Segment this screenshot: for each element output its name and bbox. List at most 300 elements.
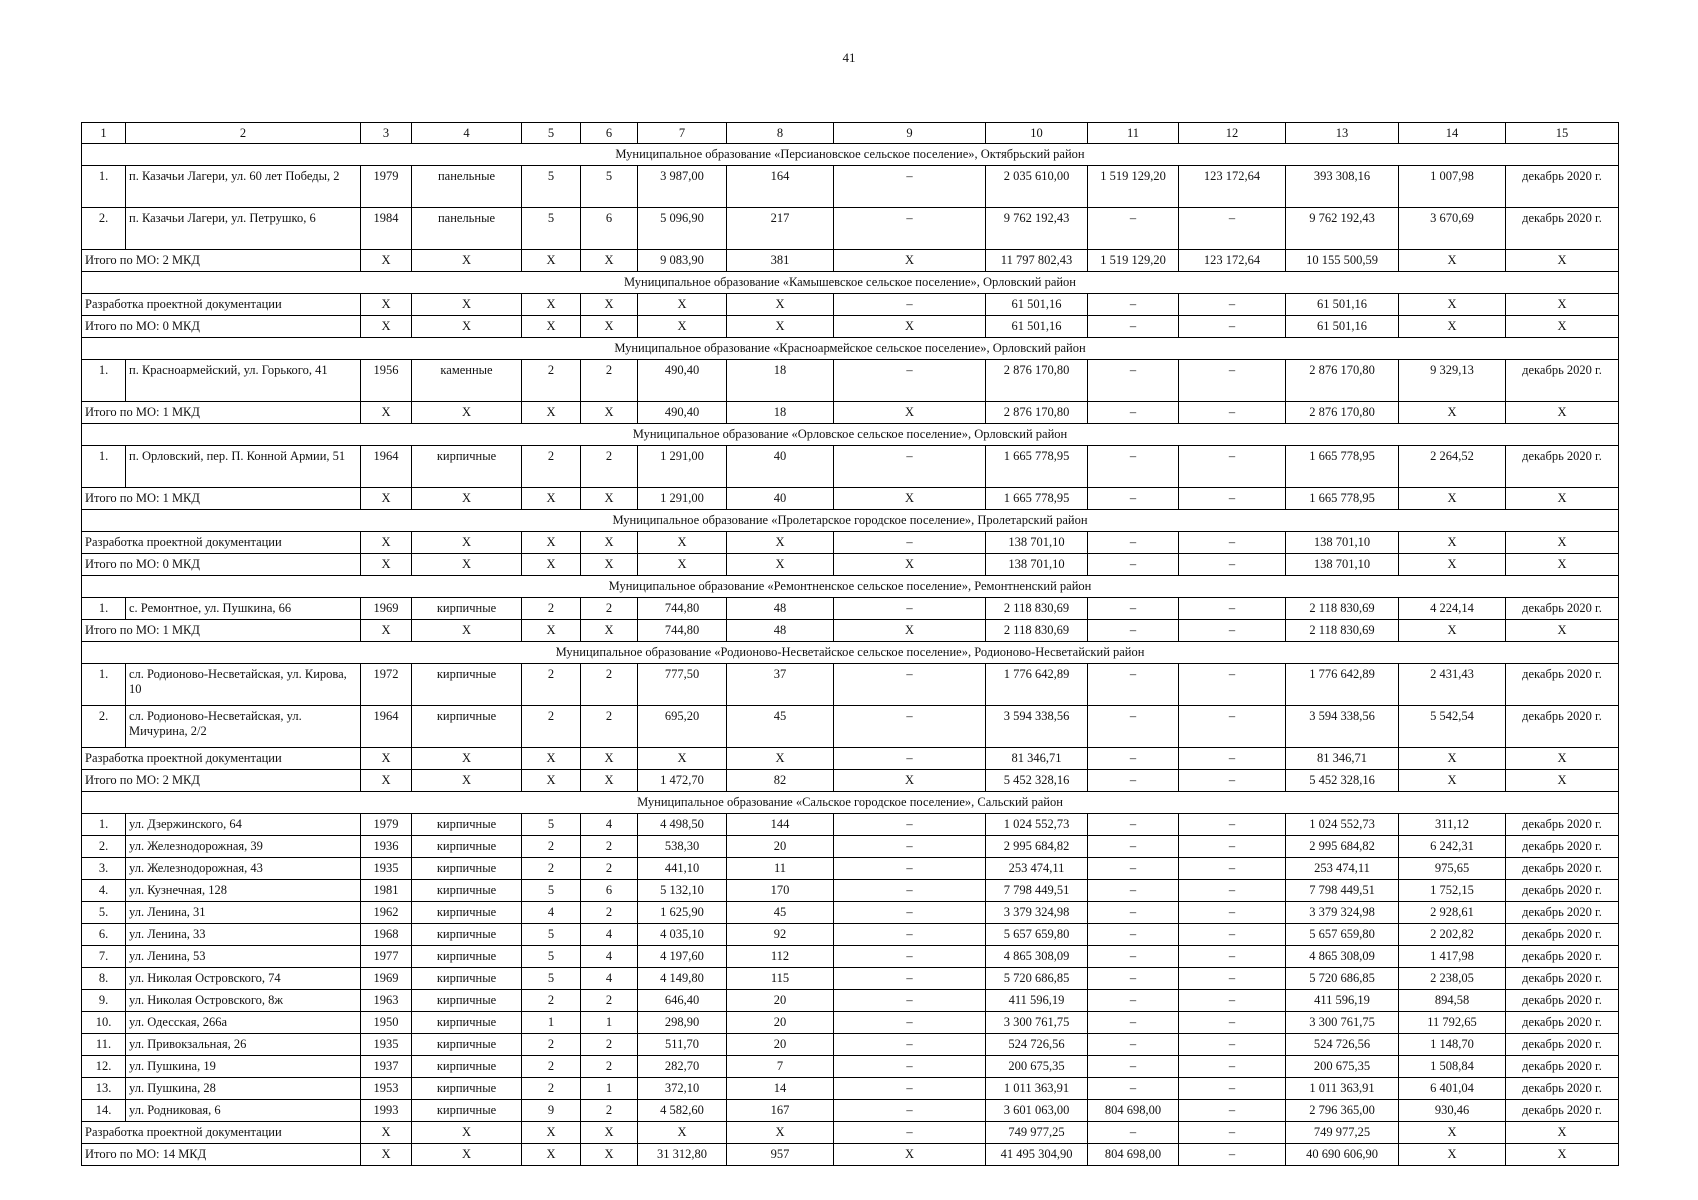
municipality-header-row xyxy=(82,510,1619,532)
table-cell: X xyxy=(638,748,727,770)
table-cell: – xyxy=(1179,532,1286,554)
table-cell: 1 024 552,73 xyxy=(986,814,1088,836)
table-cell: X xyxy=(1399,1122,1506,1144)
table-cell: декабрь 2020 г. xyxy=(1506,1012,1619,1034)
summary-row xyxy=(82,770,1619,792)
table-cell: X xyxy=(1399,316,1506,338)
table-cell: – xyxy=(1179,598,1286,620)
table-cell: 2 995 684,82 xyxy=(986,836,1088,858)
table-cell: кирпичные xyxy=(412,1078,522,1100)
table-cell: 1953 xyxy=(361,1078,412,1100)
table-cell: 1 665 778,95 xyxy=(1286,488,1399,510)
table-cell: X xyxy=(522,402,581,424)
table-cell: X xyxy=(412,250,522,272)
table-cell: – xyxy=(1088,598,1179,620)
table-cell: 804 698,00 xyxy=(1088,1100,1179,1122)
table-cell: кирпичные xyxy=(412,990,522,1012)
table-cell: – xyxy=(1179,1012,1286,1034)
municipality-title: Муниципальное образование «Пролетарское городское поселение», Пролетарский район xyxy=(82,510,1619,532)
row-label: Итого по МО: 1 МКД xyxy=(82,488,361,510)
table-cell: 1962 xyxy=(361,902,412,924)
table-cell: 1963 xyxy=(361,990,412,1012)
table-cell: 2 995 684,82 xyxy=(1286,836,1399,858)
table-cell: кирпичные xyxy=(412,1056,522,1078)
table-cell: 1968 xyxy=(361,924,412,946)
table-cell: 975,65 xyxy=(1399,858,1506,880)
table-cell: 1 xyxy=(522,1012,581,1034)
table-cell: 82 xyxy=(727,770,834,792)
table-cell: 2 118 830,69 xyxy=(986,598,1088,620)
table-cell: 5 657 659,80 xyxy=(986,924,1088,946)
table-cell: 2 xyxy=(581,990,638,1012)
table-cell: 2. xyxy=(82,208,126,250)
header-row xyxy=(82,123,1619,144)
table-cell: 3 594 338,56 xyxy=(1286,706,1399,748)
table-cell: X xyxy=(412,554,522,576)
table-cell: 40 xyxy=(727,488,834,510)
table-cell: 1 148,70 xyxy=(1399,1034,1506,1056)
table-cell: 20 xyxy=(727,836,834,858)
table-cell: 2 xyxy=(581,664,638,706)
table-row xyxy=(82,706,1619,748)
table-cell: X xyxy=(412,316,522,338)
table-cell: 744,80 xyxy=(638,598,727,620)
table-row xyxy=(82,1034,1619,1056)
table-cell: X xyxy=(361,748,412,770)
row-label: Итого по МО: 0 МКД xyxy=(82,554,361,576)
column-number-header: 5 xyxy=(522,123,581,144)
table-cell: X xyxy=(412,1144,522,1166)
table-cell: X xyxy=(638,532,727,554)
table-cell: 1935 xyxy=(361,858,412,880)
table-cell: – xyxy=(834,446,986,488)
table-cell: – xyxy=(1179,1034,1286,1056)
table-cell: – xyxy=(834,1034,986,1056)
table-cell: – xyxy=(1179,770,1286,792)
table-cell: декабрь 2020 г. xyxy=(1506,836,1619,858)
table-cell: 9 083,90 xyxy=(638,250,727,272)
summary-row xyxy=(82,488,1619,510)
table-cell: 31 312,80 xyxy=(638,1144,727,1166)
table-cell: 11 792,65 xyxy=(1399,1012,1506,1034)
table-cell: 393 308,16 xyxy=(1286,166,1399,208)
table-cell: 4 149,80 xyxy=(638,968,727,990)
table-cell: X xyxy=(1399,770,1506,792)
table-cell: X xyxy=(727,532,834,554)
row-label: Итого по МО: 2 МКД xyxy=(82,770,361,792)
table-cell: – xyxy=(834,208,986,250)
table-cell: 41 495 304,90 xyxy=(986,1144,1088,1166)
table-cell: X xyxy=(834,250,986,272)
table-cell: – xyxy=(1088,488,1179,510)
table-cell: X xyxy=(834,488,986,510)
table-cell: 2 118 830,69 xyxy=(1286,620,1399,642)
table-row xyxy=(82,446,1619,488)
table-cell: 9. xyxy=(82,990,126,1012)
table-cell: 3 594 338,56 xyxy=(986,706,1088,748)
table-cell: X xyxy=(1399,402,1506,424)
table-cell: 2 xyxy=(581,858,638,880)
column-number-header: 13 xyxy=(1286,123,1399,144)
table-cell: X xyxy=(412,294,522,316)
table-cell: – xyxy=(834,902,986,924)
table-row xyxy=(82,360,1619,402)
table-cell: X xyxy=(522,294,581,316)
table-cell: 7 798 449,51 xyxy=(1286,880,1399,902)
table-cell: X xyxy=(1506,554,1619,576)
table-cell: 5 132,10 xyxy=(638,880,727,902)
table-cell: 1937 xyxy=(361,1056,412,1078)
address-cell: ул. Ленина, 53 xyxy=(126,946,361,968)
column-number-header: 4 xyxy=(412,123,522,144)
table-cell: декабрь 2020 г. xyxy=(1506,968,1619,990)
table-cell: X xyxy=(1399,532,1506,554)
address-cell: ул. Пушкина, 19 xyxy=(126,1056,361,1078)
table-cell: 4 224,14 xyxy=(1399,598,1506,620)
table-cell: 2 928,61 xyxy=(1399,902,1506,924)
municipality-title: Муниципальное образование «Ремонтненское сельское поселение», Ремонтненский район xyxy=(82,576,1619,598)
table-cell: X xyxy=(727,554,834,576)
table-cell: – xyxy=(834,858,986,880)
table-cell: кирпичные xyxy=(412,1100,522,1122)
table-cell: – xyxy=(1088,208,1179,250)
address-cell: ул. Кузнечная, 128 xyxy=(126,880,361,902)
table-cell: 695,20 xyxy=(638,706,727,748)
municipality-header-row xyxy=(82,576,1619,598)
address-cell: п. Казачьи Лагери, ул. Петрушко, 6 xyxy=(126,208,361,250)
table-cell: 1 519 129,20 xyxy=(1088,250,1179,272)
column-number-header: 12 xyxy=(1179,123,1286,144)
table-cell: 411 596,19 xyxy=(1286,990,1399,1012)
table-cell: – xyxy=(1179,620,1286,642)
table-cell: 4 865 308,09 xyxy=(1286,946,1399,968)
column-number-header: 3 xyxy=(361,123,412,144)
table-row xyxy=(82,858,1619,880)
table-cell: 2 xyxy=(522,990,581,1012)
table-cell: X xyxy=(581,316,638,338)
table-cell: – xyxy=(1088,1012,1179,1034)
table-row xyxy=(82,1012,1619,1034)
table-cell: 1 752,15 xyxy=(1399,880,1506,902)
table-cell: 2 035 610,00 xyxy=(986,166,1088,208)
table-cell: 298,90 xyxy=(638,1012,727,1034)
column-number-header: 6 xyxy=(581,123,638,144)
table-cell: 170 xyxy=(727,880,834,902)
table-cell: – xyxy=(1179,316,1286,338)
column-number-header: 7 xyxy=(638,123,727,144)
table-cell: X xyxy=(1506,748,1619,770)
table-cell: X xyxy=(412,620,522,642)
table-cell: X xyxy=(522,1122,581,1144)
table-cell: – xyxy=(834,1012,986,1034)
table-cell: 1. xyxy=(82,360,126,402)
table-cell: X xyxy=(361,1122,412,1144)
table-cell: декабрь 2020 г. xyxy=(1506,1078,1619,1100)
table-cell: – xyxy=(834,748,986,770)
address-cell: ул. Ленина, 31 xyxy=(126,902,361,924)
table-cell: X xyxy=(581,402,638,424)
table-cell: 164 xyxy=(727,166,834,208)
table-cell: 1 776 642,89 xyxy=(1286,664,1399,706)
table-cell: X xyxy=(361,532,412,554)
table-cell: 2 264,52 xyxy=(1399,446,1506,488)
table-cell: X xyxy=(1506,294,1619,316)
table-cell: 1. xyxy=(82,664,126,706)
table-cell: – xyxy=(1179,1056,1286,1078)
table-cell: 1 472,70 xyxy=(638,770,727,792)
table-cell: X xyxy=(412,402,522,424)
table-cell: X xyxy=(1399,620,1506,642)
table-cell: 1977 xyxy=(361,946,412,968)
address-cell: ул. Ленина, 33 xyxy=(126,924,361,946)
table-cell: панельные xyxy=(412,166,522,208)
summary-row xyxy=(82,1144,1619,1166)
table-cell: 1 519 129,20 xyxy=(1088,166,1179,208)
row-label: Разработка проектной документации xyxy=(82,748,361,770)
column-number-header: 9 xyxy=(834,123,986,144)
column-number-header: 1 xyxy=(82,123,126,144)
table-cell: декабрь 2020 г. xyxy=(1506,1056,1619,1078)
table-cell: – xyxy=(1179,706,1286,748)
address-cell: ул. Родниковая, 6 xyxy=(126,1100,361,1122)
table-cell: 5 720 686,85 xyxy=(986,968,1088,990)
table-cell: 253 474,11 xyxy=(1286,858,1399,880)
table-cell: – xyxy=(1088,1078,1179,1100)
table-row xyxy=(82,166,1619,208)
table-cell: X xyxy=(1506,1144,1619,1166)
table-cell: 2 118 830,69 xyxy=(986,620,1088,642)
table-cell: X xyxy=(834,402,986,424)
table-cell: 1964 xyxy=(361,706,412,748)
table-cell: декабрь 2020 г. xyxy=(1506,446,1619,488)
table-cell: – xyxy=(1088,748,1179,770)
table-cell: 2 238,05 xyxy=(1399,968,1506,990)
table-row xyxy=(82,990,1619,1012)
table-cell: 1 417,98 xyxy=(1399,946,1506,968)
summary-row xyxy=(82,250,1619,272)
table-cell: X xyxy=(1506,1122,1619,1144)
table-cell: 538,30 xyxy=(638,836,727,858)
municipality-title: Муниципальное образование «Персиановское сельское поселение», Октябрьский район xyxy=(82,144,1619,166)
table-cell: X xyxy=(412,488,522,510)
table-cell: – xyxy=(1088,294,1179,316)
table-cell: X xyxy=(361,250,412,272)
table-cell: X xyxy=(1506,250,1619,272)
table-cell: X xyxy=(361,294,412,316)
address-cell: ул. Дзержинского, 64 xyxy=(126,814,361,836)
table-cell: – xyxy=(1179,814,1286,836)
table-cell: 1 291,00 xyxy=(638,488,727,510)
table-cell: 2 876 170,80 xyxy=(1286,360,1399,402)
table-cell: 81 346,71 xyxy=(1286,748,1399,770)
table-cell: кирпичные xyxy=(412,814,522,836)
table-cell: – xyxy=(1088,620,1179,642)
table-row xyxy=(82,946,1619,968)
table-cell: 9 762 192,43 xyxy=(986,208,1088,250)
table-cell: 20 xyxy=(727,990,834,1012)
table-cell: 6 242,31 xyxy=(1399,836,1506,858)
table-cell: 804 698,00 xyxy=(1088,1144,1179,1166)
table-cell: кирпичные xyxy=(412,836,522,858)
table-cell: 61 501,16 xyxy=(1286,316,1399,338)
table-cell: X xyxy=(1399,1144,1506,1166)
table-cell: – xyxy=(1088,664,1179,706)
table-cell: 2 xyxy=(522,446,581,488)
table-cell: X xyxy=(727,748,834,770)
table-cell: декабрь 2020 г. xyxy=(1506,360,1619,402)
table-cell: X xyxy=(1506,488,1619,510)
table-row xyxy=(82,598,1619,620)
address-cell: ул. Привокзальная, 26 xyxy=(126,1034,361,1056)
table-cell: – xyxy=(1179,990,1286,1012)
table-cell: 3 670,69 xyxy=(1399,208,1506,250)
table-cell: 4 xyxy=(581,924,638,946)
table-cell: X xyxy=(638,554,727,576)
table-cell: X xyxy=(581,488,638,510)
table-cell: 5 720 686,85 xyxy=(1286,968,1399,990)
table-cell: – xyxy=(1088,1034,1179,1056)
table-cell: 1 665 778,95 xyxy=(1286,446,1399,488)
table-cell: X xyxy=(727,294,834,316)
table-cell: X xyxy=(638,294,727,316)
table-cell: 61 501,16 xyxy=(986,294,1088,316)
table-cell: 749 977,25 xyxy=(986,1122,1088,1144)
table-cell: 2 xyxy=(522,706,581,748)
table-cell: X xyxy=(581,620,638,642)
table-cell: 1984 xyxy=(361,208,412,250)
table-cell: 646,40 xyxy=(638,990,727,1012)
table-cell: 1. xyxy=(82,814,126,836)
table-cell: 4 865 308,09 xyxy=(986,946,1088,968)
table-cell: – xyxy=(1088,360,1179,402)
table-cell: 5 xyxy=(522,208,581,250)
table-cell: 5 xyxy=(522,924,581,946)
table-cell: X xyxy=(522,1144,581,1166)
summary-row xyxy=(82,1122,1619,1144)
table-cell: 20 xyxy=(727,1012,834,1034)
table-cell: 4 xyxy=(581,814,638,836)
municipality-header-row xyxy=(82,144,1619,166)
table-cell: X xyxy=(834,1144,986,1166)
table-cell: 1964 xyxy=(361,446,412,488)
table-cell: декабрь 2020 г. xyxy=(1506,1100,1619,1122)
table-cell: кирпичные xyxy=(412,446,522,488)
column-number-header: 14 xyxy=(1399,123,1506,144)
table-cell: – xyxy=(1088,990,1179,1012)
table-cell: 61 501,16 xyxy=(986,316,1088,338)
table-cell: 2 xyxy=(581,1100,638,1122)
table-cell: X xyxy=(581,1122,638,1144)
municipality-header-row xyxy=(82,338,1619,360)
table-cell: 10 155 500,59 xyxy=(1286,250,1399,272)
table-cell: – xyxy=(1088,316,1179,338)
table-cell: – xyxy=(1088,554,1179,576)
table-cell: – xyxy=(1179,664,1286,706)
table-cell: – xyxy=(1088,836,1179,858)
table-cell: кирпичные xyxy=(412,858,522,880)
table-cell: панельные xyxy=(412,208,522,250)
table-cell: декабрь 2020 г. xyxy=(1506,664,1619,706)
address-cell: ул. Николая Островского, 8ж xyxy=(126,990,361,1012)
table-cell: X xyxy=(1506,770,1619,792)
table-cell: 13. xyxy=(82,1078,126,1100)
table-cell: X xyxy=(834,620,986,642)
table-cell: 2 796 365,00 xyxy=(1286,1100,1399,1122)
table-cell: – xyxy=(1179,924,1286,946)
table-cell: – xyxy=(834,1078,986,1100)
table-cell: X xyxy=(834,770,986,792)
table-cell: – xyxy=(834,664,986,706)
table-cell: 7. xyxy=(82,946,126,968)
table-cell: – xyxy=(1088,858,1179,880)
table-cell: кирпичные xyxy=(412,924,522,946)
table-cell: X xyxy=(361,620,412,642)
address-cell: ул. Железнодорожная, 39 xyxy=(126,836,361,858)
table-cell: 2 xyxy=(581,706,638,748)
table-cell: 2 xyxy=(581,1056,638,1078)
table-cell: – xyxy=(834,1122,986,1144)
table-cell: 5 xyxy=(522,946,581,968)
table-row xyxy=(82,902,1619,924)
table-cell: 1993 xyxy=(361,1100,412,1122)
table-cell: 4 xyxy=(522,902,581,924)
table-cell: 81 346,71 xyxy=(986,748,1088,770)
table-cell: 524 726,56 xyxy=(1286,1034,1399,1056)
table-cell: 1. xyxy=(82,166,126,208)
municipality-title: Муниципальное образование «Орловское сельское поселение», Орловский район xyxy=(82,424,1619,446)
table-row xyxy=(82,1078,1619,1100)
table-cell: X xyxy=(727,1122,834,1144)
table-cell: X xyxy=(522,316,581,338)
table-cell: – xyxy=(834,968,986,990)
table-cell: 1969 xyxy=(361,598,412,620)
table-cell: 5 096,90 xyxy=(638,208,727,250)
table-cell: 1 007,98 xyxy=(1399,166,1506,208)
table-cell: X xyxy=(1399,488,1506,510)
table-cell: – xyxy=(1088,946,1179,968)
table-cell: 4. xyxy=(82,880,126,902)
table-cell: 2 xyxy=(522,598,581,620)
table-cell: 2 202,82 xyxy=(1399,924,1506,946)
table-cell: 5 xyxy=(581,166,638,208)
table-cell: – xyxy=(834,1056,986,1078)
table-cell: 3 300 761,75 xyxy=(1286,1012,1399,1034)
table-cell: – xyxy=(1088,446,1179,488)
table-cell: 3 379 324,98 xyxy=(986,902,1088,924)
municipality-header-row xyxy=(82,424,1619,446)
table-cell: 200 675,35 xyxy=(986,1056,1088,1078)
table-cell: 20 xyxy=(727,1034,834,1056)
municipality-header-row xyxy=(82,792,1619,814)
table-cell: 1981 xyxy=(361,880,412,902)
table-cell: 7 xyxy=(727,1056,834,1078)
table-cell: – xyxy=(1088,402,1179,424)
table-row xyxy=(82,836,1619,858)
table-cell: 372,10 xyxy=(638,1078,727,1100)
table-cell: – xyxy=(1179,1144,1286,1166)
table-cell: 1 xyxy=(581,1078,638,1100)
table-cell: – xyxy=(1179,360,1286,402)
table-cell: 2 xyxy=(522,1078,581,1100)
table-cell: 5 452 328,16 xyxy=(986,770,1088,792)
table-cell: X xyxy=(522,748,581,770)
table-cell: – xyxy=(1179,554,1286,576)
table-cell: – xyxy=(1088,814,1179,836)
address-cell: п. Красноармейский, ул. Горького, 41 xyxy=(126,360,361,402)
table-cell: 11. xyxy=(82,1034,126,1056)
table-cell: X xyxy=(361,402,412,424)
table-cell: X xyxy=(1506,620,1619,642)
